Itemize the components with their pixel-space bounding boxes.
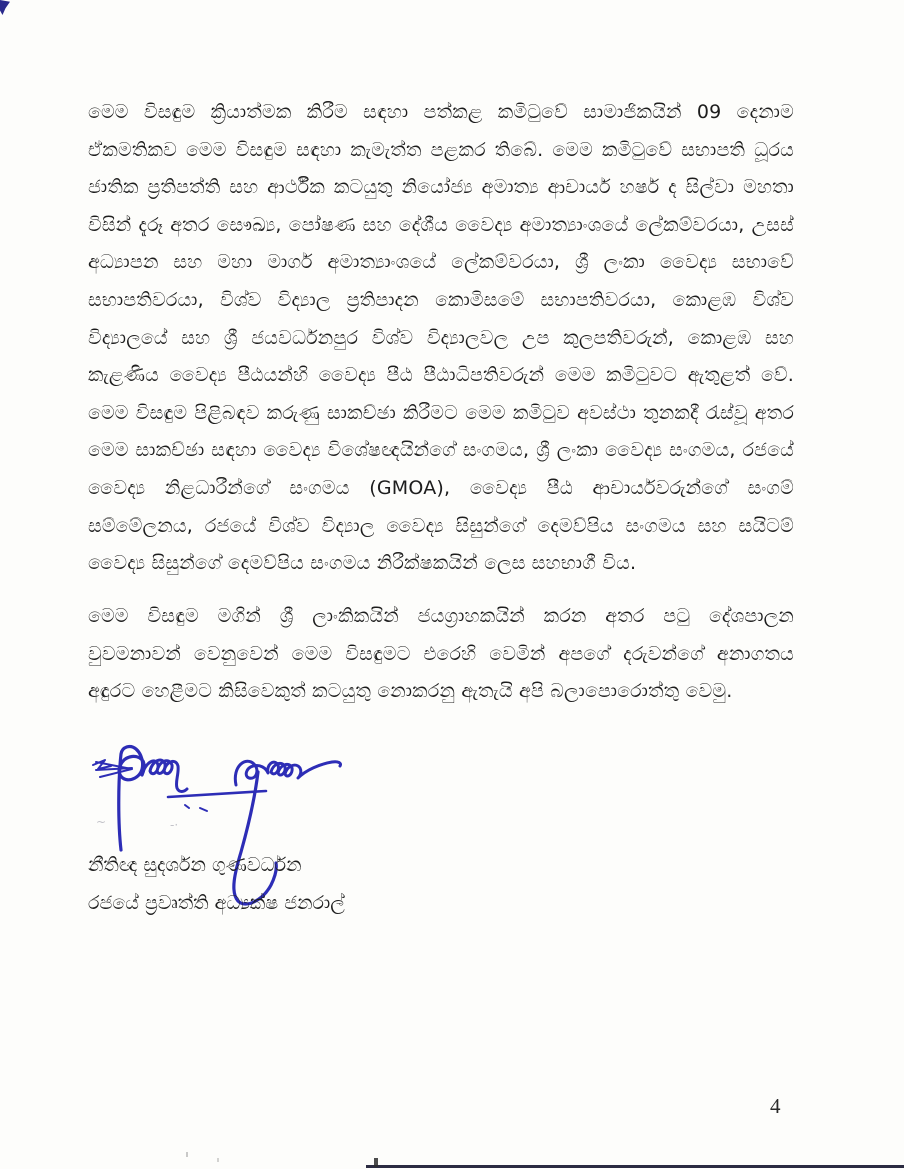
text-line: විද්‍යාලයේ සහ ශ්‍රී ජයවර්ධනපුර විශ්ව විද්‍යාලවල උප කුලපතිවරුන්, කොළඹ සහ	[88, 326, 794, 349]
text-line: අඳුරට හෙළීමට කිසිවෙකුත් කටයුතු නොකරනු ඇතැයි අපි බලාපොරොත්තු වෙමු.	[88, 680, 733, 703]
text-line: ජාතික ප්‍රතිපත්ති සහ ආර්ථීක කටයුතු නියෝජ්‍ය අමාත්‍ය ආචාර්ය හර්ෂ ද සිල්වා මහතා	[88, 176, 794, 199]
text-line: මෙම විසඳුම මගින් ශ්‍රී ලාංකිකයින් ජයග්‍රාහකයින් කරන අතර පටු දේශපාලන	[88, 605, 794, 627]
scan-artifact-speck	[374, 1158, 378, 1167]
text-line: මෙම සාකච්ඡා සඳහා වෛද්‍ය විශේෂඥයින්ගේ සංගමය, ශ්‍රී ලංකා වෛද්‍ය සංගමය, රජයේ	[88, 439, 794, 462]
text-line: වුවමනාවන් වෙනුවෙන් මෙම විසඳුමට එරෙහි වෙමින් අපගේ දරුවන්ගේ අනාගතය	[88, 642, 794, 665]
pencil-mark: -·	[170, 818, 179, 832]
pencil-mark: ~	[96, 815, 107, 829]
text-line: විසින් දැරූ අතර සෞඛ්‍ය, පෝෂණ සහ දේශීය වෛද්‍ය අමාත්‍යාංශයේ ලේකම්වරයා, උසස්	[88, 213, 794, 236]
scan-artifact-bottom-edge	[366, 1165, 904, 1168]
text-line: මෙම විසඳුම ක්‍රියාත්මක කිරීම සඳහා පත්කළ කමිටුවේ සාමාජිකයින් 09 දෙනාම	[88, 101, 794, 123]
scan-artifact-speck	[217, 1158, 219, 1162]
page-number: 4	[770, 1094, 781, 1118]
text-line: ඒකමතිකව මෙම විසඳුම සඳහා කැමැත්ත පළකර තිබේ. මෙම කමිටුවේ සභාපති ධූරය	[88, 138, 794, 161]
scan-artifact-speck	[186, 1152, 188, 1157]
signatory-name: නීතිඥ සුදර්ශන ගුණවර්ධන	[88, 854, 302, 876]
text-line: මෙම විසඳුම පිළිබඳව කරුණු සාකච්ඡා කිරීමට මෙම කමිටුව අවස්ථා තුනකදී රැස්වූ අතර	[88, 401, 794, 424]
signatory-block	[88, 846, 345, 922]
text-line: සම්මේලනය, රජයේ විශ්ව විද්‍යාල වෛද්‍ය සිසුන්ගේ දෙමව්පිය සංගමය සහ සයිටම්	[88, 514, 794, 537]
text-line: සභාපතිවරයා, විශ්ව විද්‍යාල ප්‍රතිපාදන කොමිසමේ සභාපතිවරයා, කොළඹ විශ්ව	[88, 288, 794, 311]
body-paragraph-2	[88, 598, 794, 711]
text-line: අධ්‍යාපන සහ මහා මාර්ග අමාත්‍යාංශයේ ලේකම්වරයා, ශ්‍රී ලංකා වෛද්‍ය සභාවේ	[88, 251, 794, 274]
body-paragraph-1	[88, 94, 794, 583]
text-line: වෛද්‍ය නිළධාරීන්ගේ සංගමය (GMOA), වෛද්‍ය පීඨ ආචාර්යවරුන්ගේ සංගම්	[88, 476, 794, 499]
signatory-title: රජයේ ප්‍රවෘත්ති අධ්‍යක්ෂ ජනරාල්	[88, 892, 345, 914]
text-line: කැළණිය වෛද්‍ය පීඨයන්හි වෛද්‍ය පීඨ පීඨාධිපතිවරුන් මෙම කමිටුවට ඇතුළත් වේ.	[88, 364, 794, 387]
text-line: වෛද්‍ය සිසුන්ගේ දෙමව්පිය සංගමය නිරීක්ෂකයින් ලෙස සහභාගී විය.	[88, 552, 637, 575]
scan-artifact-corner-mark	[0, 0, 10, 15]
